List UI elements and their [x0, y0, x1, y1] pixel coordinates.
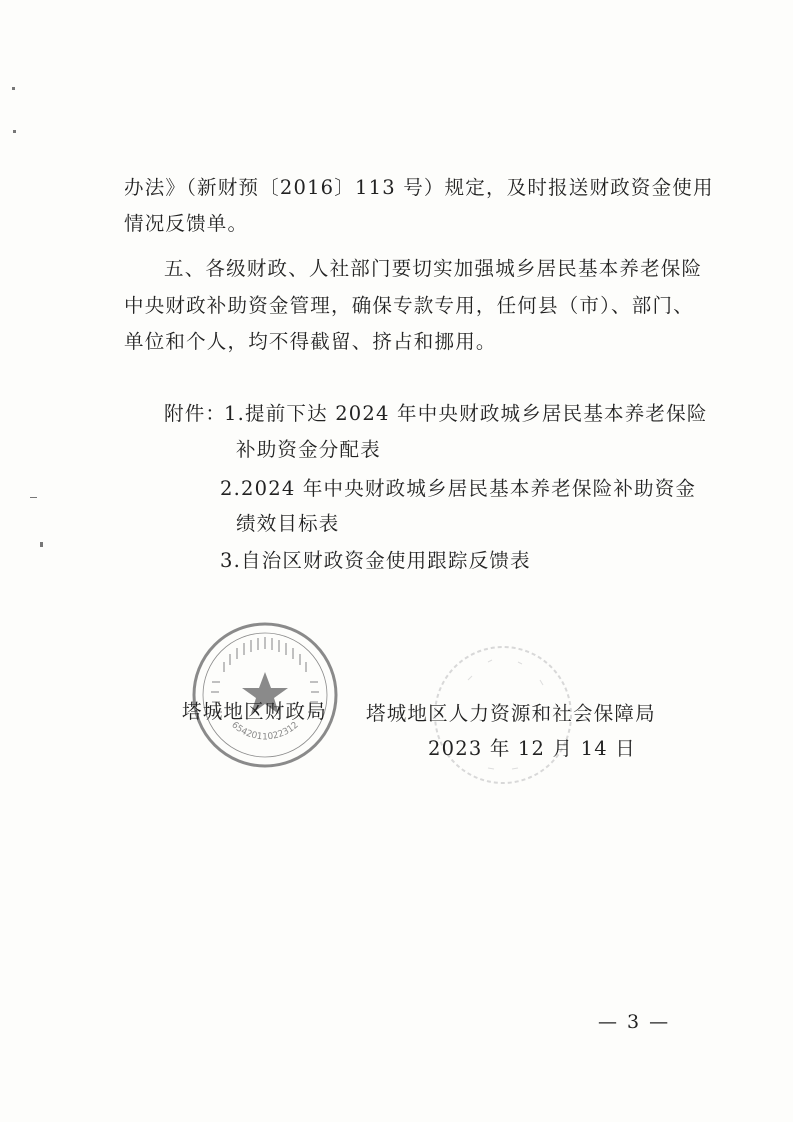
- scan-speck: [12, 87, 15, 90]
- scan-speck: [13, 130, 16, 133]
- paragraph-1-line-1: 办法》（新财预〔2016〕113 号）规定，及时报送财政资金使用: [124, 176, 714, 199]
- attachment-2-line-1: 2.2024 年中央财政城乡居民基本养老保险补助资金: [220, 477, 697, 500]
- signature-org-finance: 塔城地区财政局: [182, 700, 327, 723]
- scan-speck: [40, 542, 43, 547]
- scan-speck: [30, 497, 37, 498]
- signature-date: 2023 年 12 月 14 日: [428, 737, 636, 760]
- seal-code: 6542011022312: [229, 720, 301, 743]
- paragraph-1-line-2: 情况反馈单。: [124, 212, 249, 235]
- attachment-2-line-2: 绩效目标表: [236, 512, 340, 535]
- page-number: — 3 —: [598, 1011, 671, 1033]
- paragraph-2-line-1: 五、各级财政、人社部门要切实加强城乡居民基本养老保险: [164, 257, 703, 280]
- paragraph-2-line-3: 单位和个人，均不得截留、挤占和挪用。: [124, 330, 497, 353]
- attachment-1-line-1: 1.提前下达 2024 年中央财政城乡居民基本养老保险: [224, 402, 708, 425]
- official-seal: [190, 620, 340, 770]
- attachment-label: 附件：: [164, 402, 227, 425]
- attachment-3-line-1: 3.自治区财政资金使用跟踪反馈表: [220, 549, 531, 572]
- attachment-1-line-2: 补助资金分配表: [236, 438, 381, 461]
- signature-org-hrss: 塔城地区人力资源和社会保障局: [366, 702, 656, 725]
- paragraph-2-line-2: 中央财政补助资金管理，确保专款专用，任何县（市）、部门、: [124, 294, 694, 317]
